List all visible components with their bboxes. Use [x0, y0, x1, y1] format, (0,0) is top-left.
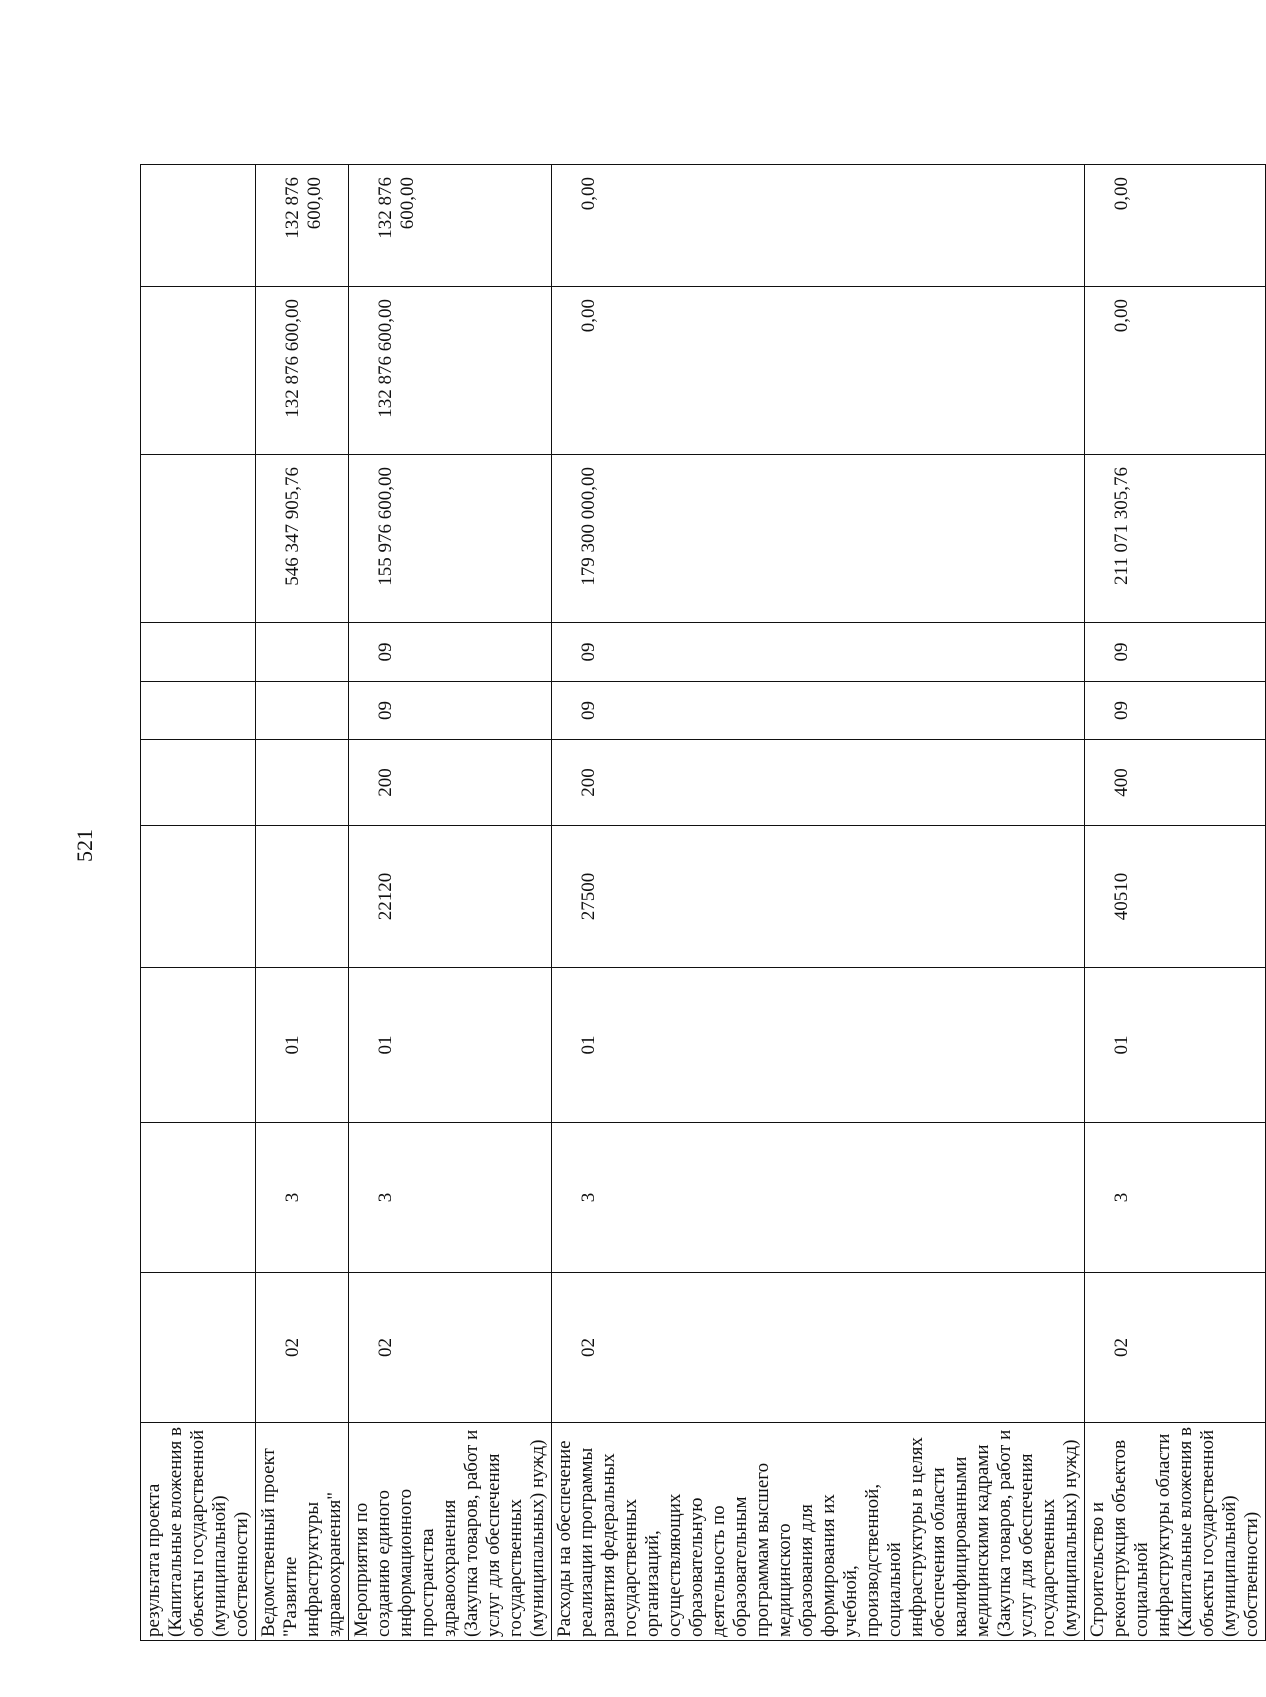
- section-cell: 09: [349, 682, 552, 740]
- project-code-cell: [141, 968, 256, 1123]
- row-name-cell: Строительство и реконструкция объектов социальной инфраструктуры области (Капитальные вложения в объекты государственной (муниципальной) собственности): [1085, 1423, 1266, 1641]
- table-row: [256, 165, 349, 1641]
- subsection-cell: [141, 623, 256, 682]
- program-code-cell: 02: [1085, 1273, 1266, 1423]
- project-code-cell: 01: [1085, 968, 1266, 1123]
- amount-year2-cell: 0,00: [552, 287, 1085, 455]
- amount-year1-cell: 546 347 905,76: [256, 455, 349, 623]
- budget-table: [140, 164, 1266, 1641]
- table-row: [141, 165, 256, 1641]
- subsection-cell: 09: [349, 623, 552, 682]
- expense-type-cell: 200: [349, 740, 552, 826]
- amount-year3-cell: 132 876 600,00: [256, 165, 349, 287]
- amount-year2-cell: 132 876 600,00: [349, 287, 552, 455]
- amount-year3-cell: [141, 165, 256, 287]
- rotated-page: [0, 87, 1262, 1697]
- subprogram-code-cell: 3: [552, 1123, 1085, 1273]
- section-cell: [256, 682, 349, 740]
- program-code-cell: 02: [256, 1273, 349, 1423]
- row-name-cell: Расходы на обеспечение реализации программы развития федеральных государственных организаций, осуществляющих образовательную деятельность по образовательным программам высшего медицинского образования для формирования их учебной, производственной, социальной инфраструктуры в целях обеспечения области квалифицированными медицинскими кадрами (Закупка товаров, работ и услуг для обеспечения государственных (муниципальных) нужд): [552, 1423, 1085, 1641]
- page-number: 521: [72, 829, 97, 862]
- project-code-cell: 01: [552, 968, 1085, 1123]
- table-row: [552, 165, 1085, 1641]
- project-code-cell: 01: [256, 968, 349, 1123]
- amount-year1-cell: [141, 455, 256, 623]
- direction-code-cell: 27500: [552, 826, 1085, 968]
- amount-year1-cell: 179 300 000,00: [552, 455, 1085, 623]
- subprogram-code-cell: 3: [256, 1123, 349, 1273]
- section-cell: 09: [1085, 682, 1266, 740]
- amount-year3-cell: 0,00: [1085, 165, 1266, 287]
- amount-year3-cell: 132 876 600,00: [349, 165, 552, 287]
- row-name-cell: Мероприятия по созданию единого информационного пространства здравоохранения (Закупка товаров, работ и услуг для обеспечения государственных (муниципальных) нужд): [349, 1423, 552, 1641]
- direction-code-cell: 22120: [349, 826, 552, 968]
- direction-code-cell: [141, 826, 256, 968]
- expense-type-cell: [256, 740, 349, 826]
- expense-type-cell: 400: [1085, 740, 1266, 826]
- program-code-cell: [141, 1273, 256, 1423]
- table-row: [349, 165, 552, 1641]
- amount-year1-cell: 211 071 305,76: [1085, 455, 1266, 623]
- section-cell: [141, 682, 256, 740]
- expense-type-cell: [141, 740, 256, 826]
- row-name-cell: результата проекта (Капитальные вложения в объекты государственной (муниципальной) собственности): [141, 1423, 256, 1641]
- subsection-cell: 09: [552, 623, 1085, 682]
- subsection-cell: 09: [1085, 623, 1266, 682]
- amount-year2-cell: 0,00: [1085, 287, 1266, 455]
- amount-year2-cell: 132 876 600,00: [256, 287, 349, 455]
- row-name-cell: Ведомственный проект "Развитие инфраструктуры здравоохранения": [256, 1423, 349, 1641]
- subprogram-code-cell: 3: [1085, 1123, 1266, 1273]
- amount-year3-cell: 0,00: [552, 165, 1085, 287]
- table-row: [1085, 165, 1266, 1641]
- section-cell: 09: [552, 682, 1085, 740]
- amount-year1-cell: 155 976 600,00: [349, 455, 552, 623]
- subprogram-code-cell: 3: [349, 1123, 552, 1273]
- subsection-cell: [256, 623, 349, 682]
- amount-year2-cell: [141, 287, 256, 455]
- program-code-cell: 02: [349, 1273, 552, 1423]
- subprogram-code-cell: [141, 1123, 256, 1273]
- direction-code-cell: [256, 826, 349, 968]
- expense-type-cell: 200: [552, 740, 1085, 826]
- program-code-cell: 02: [552, 1273, 1085, 1423]
- direction-code-cell: 40510: [1085, 826, 1266, 968]
- project-code-cell: 01: [349, 968, 552, 1123]
